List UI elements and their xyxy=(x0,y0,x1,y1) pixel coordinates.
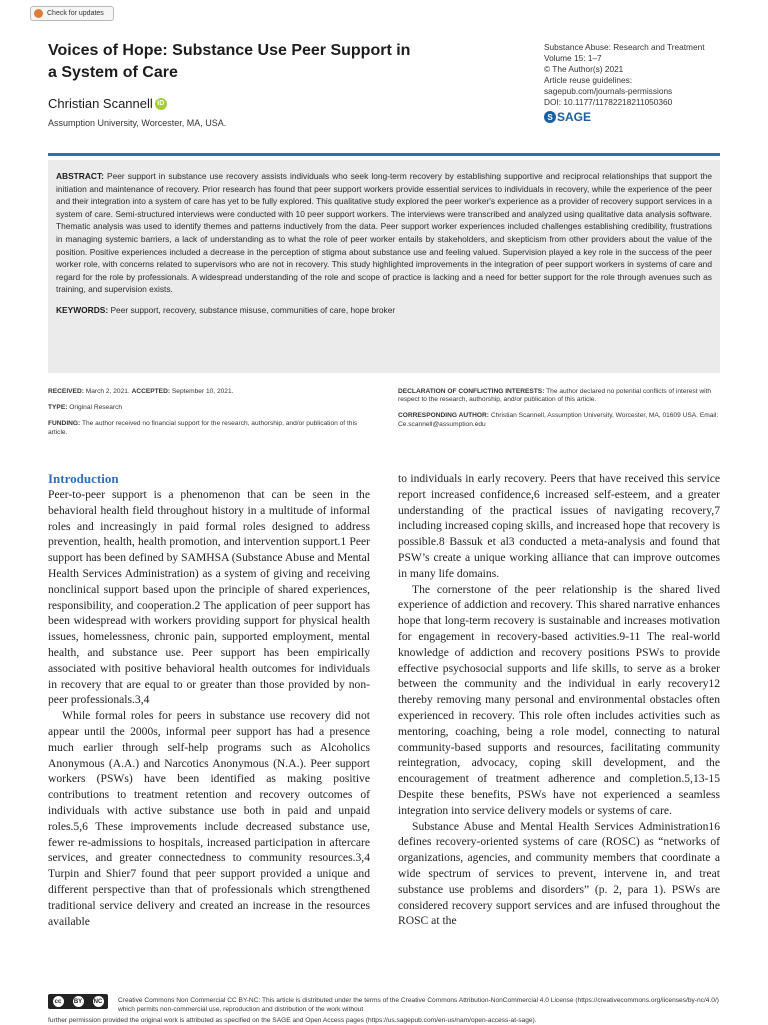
funding-text: The author received no financial support for the research, authorship, and/or publication of this article. xyxy=(48,420,358,436)
reuse-link[interactable]: sagepub.com/journals-permissions xyxy=(544,86,673,96)
license-text: Creative Commons Non Commercial CC BY-NC: This article is distributed under the terms of the Creative Commons Attribution-NonCommercial 4.0 License (https://creativecommons.org/licenses/by-nc/4.0/) which permits non-commercial use, reproduction and distribution of the work without xyxy=(118,997,719,1013)
orcid-icon[interactable]: iD xyxy=(155,98,167,110)
conflict-label: DECLARATION OF CONFLICTING INTERESTS: xyxy=(398,388,545,395)
by-icon: BY xyxy=(73,996,84,1007)
sage-logo-text: SAGE xyxy=(557,110,592,124)
corresponding-text: Christian Scannell, Assumption University, Worcester, MA, 01609 USA. xyxy=(490,412,699,420)
body-paragraph: The cornerstone of the peer relationship is the shared lived experience of addiction and recovery. This shared narrative enhances hope that long-term recovery is sustainable and increases motivation for engagement in recovery-based activities.9-11 The real-world knowledge of addiction and recovery positions PSWs to provide effective psychosocial supports and life skills, to serve as a broker between the community and the individual in early recovery12 thereby removing many personal and environmental obstacles often experienced in recovery. This role often includes activities such as mentoring, coaching, being a role model, connecting to natural community-based supports and resources, facilitating community reintegration, advocacy, coping skill development, and the encouragement of treatment adherence and completion.5,13-15 Despite these benefits, PSWs have not experienced a seamless integration into service delivery models or systems of care. xyxy=(398,582,720,817)
type-line xyxy=(48,404,368,412)
received-date: March 2, 2021. xyxy=(85,388,130,395)
body-column-right xyxy=(398,471,720,929)
article-type: Original Research xyxy=(69,404,123,412)
accepted-date: September 10, 2021. xyxy=(171,388,234,395)
keywords-text: Peer support, recovery, substance misuse, communities of care, hope broker xyxy=(110,304,396,315)
author-name: Christian Scannell xyxy=(48,96,153,111)
license-text-continued: further permission provided the original work is attributed as specified on the SAGE and Open Access pages (https://us.sagepub.com/en-us/nam/open-access-at-sage). xyxy=(48,1017,537,1024)
article-title: Voices of Hope: Substance Use Peer Support in a System of Care xyxy=(48,42,411,81)
cc-license-badge[interactable] xyxy=(48,994,108,1009)
cc-icon: cc xyxy=(53,996,64,1007)
body-paragraph: to individuals in early recovery. Peers that have received this service report increased confidence,6 increased self-esteem, and a greater understanding of the practical issues of navigating recovery,7 including increased coping skills, and increased hope that recovery is possible.8 Bassuk et al3 conducted a meta-analysis and found that PSW’s create a unique working alliance that can improve outcomes in many life domains. xyxy=(398,472,720,580)
received-label: RECEIVED: xyxy=(48,388,84,395)
sage-logo xyxy=(544,110,591,124)
keywords-label: KEYWORDS: xyxy=(56,304,109,315)
article-meta-right xyxy=(398,388,720,437)
reuse-label: Article reuse guidelines: xyxy=(544,75,633,85)
body-paragraph: While formal roles for peers in substance use recovery did not appear until the 2000s, informal peer support has had a presence much earlier through self-help programs such as Alcoholics Anonymous (A.A.) and Narcotics Anonymous (N.A.). Peer support workers (PSWs) have been identified as making positive contributions to treatment retention and recovery outcomes of individuals with active substance use both in paid and unpaid roles.5,6 These improvements include decreased substance use, fewer re-admissions to hospitals, increased participation in aftercare services, and greater connectedness to community resources.3,4 Turpin and Shier7 found that peer support provided a unique and different perspective than that of professionals which strengthened traditional service delivery and created an increase in the resources available xyxy=(48,709,370,928)
copyright: © The Author(s) 2021 xyxy=(544,64,624,74)
email-link[interactable]: Ce.scannell@assumption.edu xyxy=(398,420,486,428)
body-paragraph: Peer-to-peer support is a phenomenon that can be seen in the behavioral health field throughout history in a multitude of informal roles and increasingly in paid formal roles designed to address prevention, health, health promotion, and intervention support.1 Peer support has been defined by SAMHSA (Substance Abuse and Mental Health Services Administration) as a system of giving and receiving nonclinical support based upon the principle of shared experiences, responsibility, and cooperation.2 The application of peer support has been widespread with workers providing support for physical health issues, homelessness, chronic pain, supported employment, mental health, and substance use. Peer support has been empirically associated with positive behavioral health outcomes for individuals in recovery that are equal to or greater than those provided by non-peer professionals.3,4 xyxy=(48,488,370,707)
funding-label: FUNDING: xyxy=(48,420,81,428)
section-heading-introduction: Introduction xyxy=(48,471,119,486)
email-label: Email: xyxy=(699,412,719,420)
check-for-updates-label: Check for updates xyxy=(47,10,104,17)
abstract-label: ABSTRACT: xyxy=(56,171,104,181)
abstract-box xyxy=(48,160,720,373)
body-paragraph: Substance Abuse and Mental Health Services Administration16 defines recovery-oriented systems of care (ROSC) as “networks of organizations, agencies, and community members that coordinate a wide spectrum of services to prevent, intervene in, and treat substance use problems and disorders” (p. 2, para 1). PSWs are considered recovery support services and are infused throughout the ROSC at the xyxy=(398,819,720,928)
type-label: TYPE: xyxy=(48,404,68,412)
abstract-text-block xyxy=(56,170,712,296)
keywords xyxy=(56,304,712,317)
conflict-text: The author declared no potential conflicts of interest with respect to the research, authorship, and/or publication of this article. xyxy=(398,388,712,404)
journal-info xyxy=(544,42,754,108)
author-affiliation: Assumption University, Worcester, MA, USA. xyxy=(48,118,227,128)
body-column-left xyxy=(48,471,370,929)
author-line xyxy=(48,96,167,111)
funding-line xyxy=(48,420,368,436)
article-meta-left xyxy=(48,388,368,445)
conflict-line xyxy=(398,388,720,404)
crossmark-icon xyxy=(34,9,43,18)
corresponding-line xyxy=(398,412,720,428)
accepted-label: ACCEPTED: xyxy=(131,388,171,395)
dates-line xyxy=(48,388,368,396)
doi[interactable]: DOI: 10.1177/11782218211050360 xyxy=(544,97,673,107)
journal-name: Substance Abuse: Research and Treatment xyxy=(544,42,705,52)
check-for-updates-button[interactable] xyxy=(30,6,114,21)
corresponding-label: CORRESPONDING AUTHOR: xyxy=(398,412,489,420)
header-divider xyxy=(48,153,720,156)
nc-icon: NC xyxy=(93,996,104,1007)
abstract-text: Peer support in substance use recovery assists individuals who seek long-term recovery by establishing supportive and reciprocal relationships that support the initiation and maintenance of recovery. Prior research has found that peer support workers provide essential services to individuals in recovery, while the experience of the peer and their integration into a system of care has yet to be fully explored. This qualitative study explored the peer worker's experience as a provider of recovery support services in a system of care. Semi-structured interviews were conducted with 10 peer support workers. The interviews were transcribed and analyzed using qualitative data analysis software. Thematic analysis was used to identify themes and patterns inductively from the data. Peer support worker experiences included challenges establishing credibility, frustrations in managing systemic barriers, a lack of understanding as to what the role of peer worker entails by stakeholders, and skepticism from other providers about the value of the position. Positive experiences included a decrease in the perception of stigma about substance use and feeling valued. Supervision played a key role in the success of the peer worker role, with concerns related to supervisors who are not in recovery. This study highlighted improvements in the integration of peer support workers in systems of care and regard for the role by professionals. A widespread understanding of the role and scope of practice is lacking and a need for better support for the role through avenues such as training, and supervision exists. xyxy=(56,171,713,295)
sage-logo-icon: S xyxy=(544,111,556,123)
journal-volume: Volume 15: 1–7 xyxy=(544,53,602,63)
